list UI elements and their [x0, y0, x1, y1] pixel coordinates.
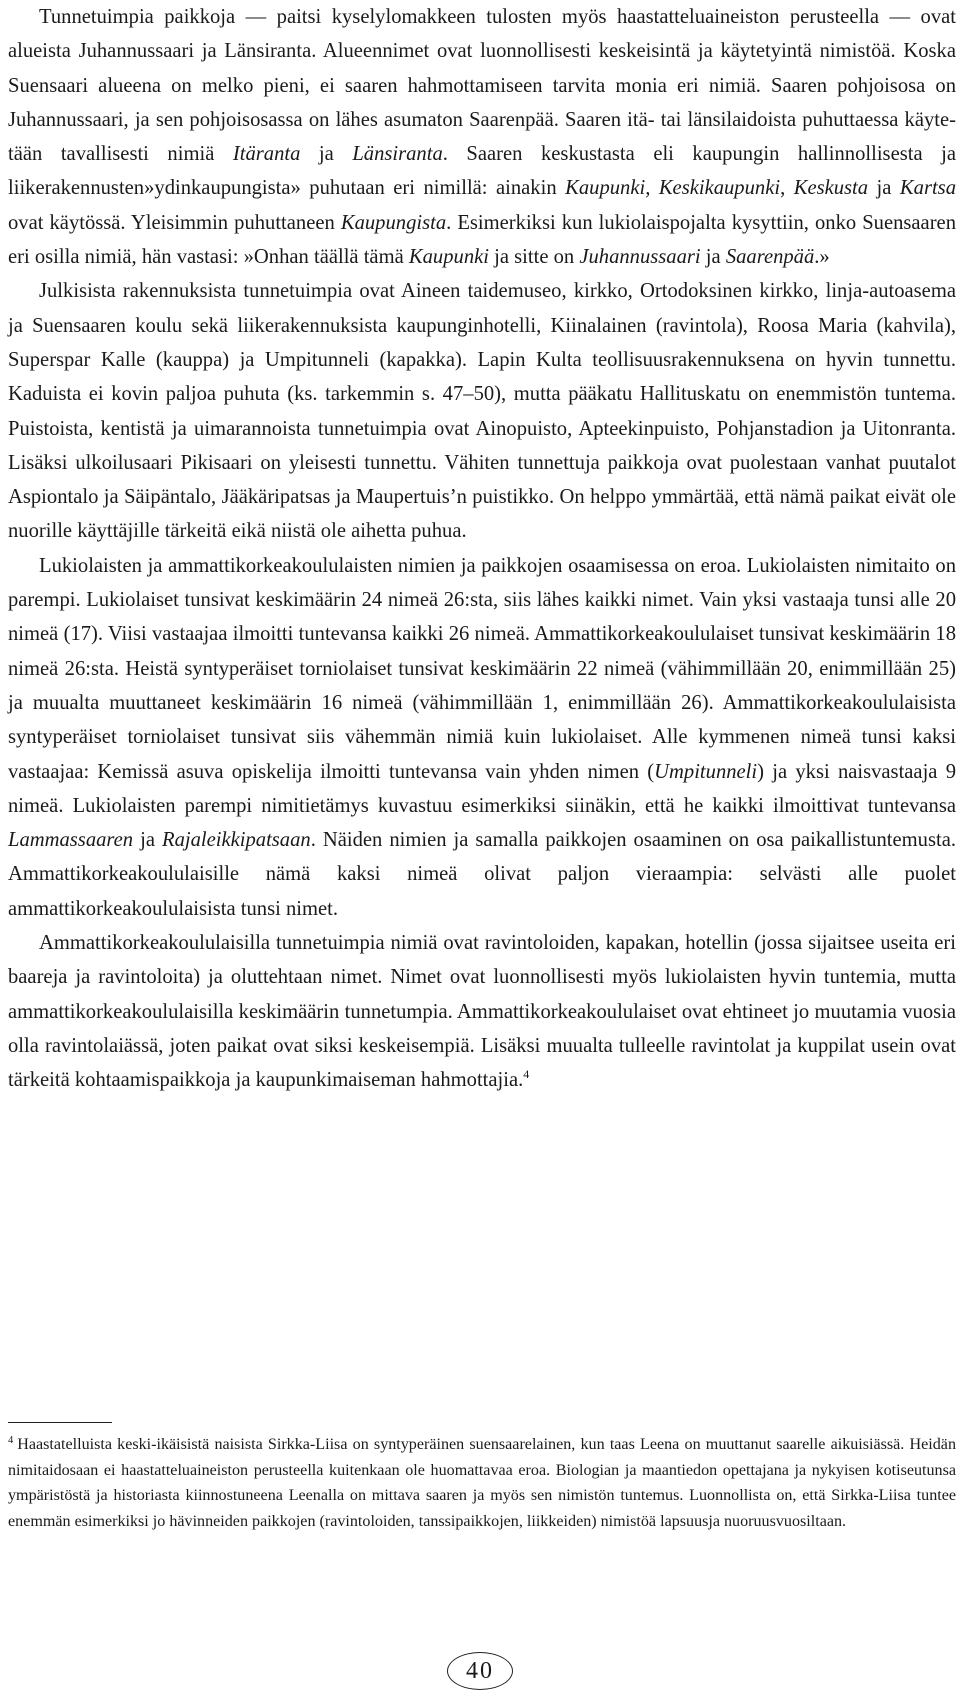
text-run: ja: [700, 246, 726, 269]
text-run: ja: [868, 177, 900, 200]
main-text: [8, 0, 956, 1098]
text-run: ovat käytössä. Yleisimmin puhuttaneen: [8, 211, 341, 234]
italic-term: Kaupungista: [340, 211, 447, 234]
italic-term: Juhannussaari: [579, 246, 701, 269]
italic-term: Rajaleikkipatsaan: [162, 829, 311, 852]
footnote: [8, 1432, 956, 1534]
text-run: Ammattikorkeakoululaisilla tunnetuimpia nimiä ovat ravintoloiden, kapakan, hotellin (jossa sijaitsee useita eri baareja ja ravintoloita) ja oluttehtaan nimet. Nimet ovat luonnollisesti myös lukiolaisten hyvin tuntemia, mutta ammattikorkeakoululaisilla keskimäärin tunnetumpia. Ammattikorkeakoululaiset ovat ehtineet jo muutamia vuosia olla ravintolaiässä, joten paikat ovat siksi keskeisempiä. Lisäksi muualta tulleelle ravintolat ja kuppilat usein ovat tärkeitä kohtaamispaikkoja ja kaupunkimaiseman hahmottajia.: [8, 932, 956, 1092]
paragraph: [8, 274, 956, 548]
text-run: Julkisista rakennuksista tunnetuimpia ovat Aineen taidemuseo, kirkko, Ortodoksinen kirkko, linja-autoasema ja Suensaaren koulu sekä liikerakennuksista kaupunginhotelli, Kiinalainen (ravintola), Roosa Maria (kahvila), Superspar Kalle (kauppa) ja Umpitunneli (kapakka). Lapin Kulta teollisuusrakennuksena on hyvin tunnettu. Kaduista ei kovin paljoa puhuta (ks. tarkemmin s. 47–50), mutta pääkatu Hallituskatu on enemmistön tuntema. Puistoista, kentistä ja uimarannoista tunnetuimpia ovat Ainopuisto, Apteekinpuisto, Pohjanstadion ja Uitonranta. Lisäksi ulkoilusaari Pikisaari on yleisesti tunnettu. Vähiten tunnettuja paikkoja ovat puolestaan vanhat puutalot Aspiontalo ja Säipäntalo, Jääkäripatsas ja Maupertuis’n puistikko. On helppo ymmärtää, että nämä paikat eivät ole nuorille käyttäjille tärkeitä eikä niistä ole aihetta puhua.: [8, 280, 956, 543]
text-run: ja: [133, 829, 162, 852]
footnote-divider: [8, 1422, 112, 1423]
text-run: ) ja yksi naisvastaaja 9 nimeä. Lukiolaisten parempi nimitietämys kuvastuu esimerkiksi siinäkin, että he kaikki ilmoittivat tuntevansa: [8, 760, 956, 817]
italic-term: Lammassaaren: [8, 829, 134, 852]
italic-term: Kaupunki, Keskikaupunki: [565, 177, 781, 200]
text-run: Tunnetuimpia paikkoja — paitsi kyselylomakkeen tulosten myös haastatteluaineiston perusteella — ovat alueista Juhannussaari ja Länsiranta. Alueennimet ovat luonnollisesti keskeisintä ja käytetyintä nimistöä. Koska Suensaari alueena on melko pieni, ei saaren hahmottamiseen tarvita monia eri nimiä. Saaren pohjoisosa on Juhannussaari, ja sen pohjoisosassa on lähes asumaton Saarenpää. Saaren itä- tai länsilaidoista puhuttaessa käytetään tavallisesti nimiä: [8, 6, 956, 166]
document-page: [8, 0, 956, 1098]
paragraph: [8, 0, 956, 274]
italic-term: Länsiranta: [352, 143, 443, 166]
text-run: . Esimerkiksi kun lukiolaispojalta kysyttiin, onko Suensaaren eri osilla nimiä, hän vastasi: »Onhan täällä tämä: [8, 211, 956, 269]
text-run: ja sitte on: [488, 246, 580, 269]
text-run: . Näiden nimien ja samalla paikkojen osaaminen on osa paikallistuntemusta. Ammattikorkeakoululaisille nämä kaksi nimeä olivat paljon vieraampia: selvästi alle puolet ammattikorkeakoululaisista tunsi nimet.: [8, 829, 956, 920]
text-run: .»: [814, 246, 830, 269]
italic-term: Itäranta: [232, 143, 301, 166]
italic-term: Kaupunki: [408, 246, 489, 269]
text-run: ja: [300, 143, 353, 166]
page-number-container: [0, 1652, 960, 1690]
footnote-text: Haastatelluista keski-ikäisistä naisista Sirkka-Liisa on syntyperäinen suensaarelainen, kun taas Leena on muuttanut saarelle aikuisiässä. Heidän nimitaidosaan ei haastatteluaineiston perusteella kuitenkaan ole huomattavaa eroa. Biologian ja maantiedon opettajana ja nykyisen kotiseutunsa ympäristöstä ja historiasta kiinnostuneena Leenalla on mittava saaren ja myös sen nimistön tuntemus. Luonnollista on, että Sirkka-Liisa tuntee enemmän esimerkiksi jo hävinneiden paikkojen (ravintoloiden, tanssipaikkojen, liikkeiden) nimistöä lapsuusja nuoruusvuosiltaan.: [8, 1436, 956, 1530]
footnote-reference: 4: [523, 1067, 530, 1082]
text-run: Lukiolaisten ja ammattikorkeakoululaisten nimien ja paikkojen osaamisessa on eroa. Lukiolaisten nimitaito on parempi. Lukiolaiset tunsivat keskimäärin 24 nimeä 26:sta, siis lähes kaikki nimet. Vain yksi vastaaja tunsi alle 20 nimeä (17). Viisi vastaajaa ilmoitti tuntevansa kaikki 26 nimeä. Ammattikorkeakoululaiset tunsivat keskimäärin 18 nimeä 26:sta. Heistä syntyperäiset torniolaiset tunsivat keskimäärin 22 nimeä (vähimmillään 20, enimmillään 25) ja muualta muuttaneet keskimäärin 16 nimeä (vähimmillään 1, enimmillään 26). Ammattikorkeakoululaisista syntyperäiset torniolaiset tunsivat siis vähemmän nimiä kuin lukiolaiset. Alle kymmenen nimeä tunsi kaksi vastaajaa: Kemissä asuva opiskelija ilmoitti tuntevansa vain yhden nimen (: [8, 554, 956, 783]
paragraph: [8, 549, 956, 926]
text-run: ,: [780, 177, 794, 200]
italic-term: Keskusta: [793, 177, 869, 200]
paragraph: [8, 926, 956, 1097]
italic-term: Umpitunneli: [654, 760, 758, 783]
italic-term: Kartsa: [899, 177, 956, 200]
footnote-marker: 4: [8, 1435, 14, 1446]
text-run: . Saaren keskustasta eli kaupungin hallinnollisesta ja liikerakennusten»ydinkaupungista» puhutaan eri nimillä: ainakin: [8, 143, 956, 200]
italic-term: Saarenpää: [725, 246, 815, 269]
page-number: 40: [447, 1652, 513, 1690]
